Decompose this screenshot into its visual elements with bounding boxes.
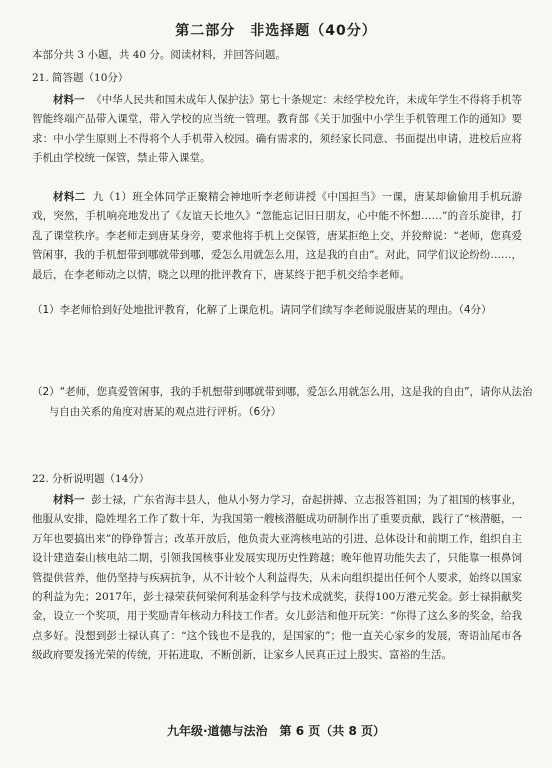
q21-material-1 <box>32 91 522 169</box>
section-intro: 本部分共 3 小题，共 40 分。阅读材料，并回答问题。 <box>32 49 286 61</box>
q22-material-1-text: 彭士禄，广东省海丰县人，他从小努力学习，奋起拼搏、立志报答祖国；为了祖国的核事业，他服从安排，隐姓埋名工作了数十年，为我国第一艘核潜艇成功研制作出了重要贡献，践行了“核潜艇，一万年也要搞出来”的铮铮誓言；改革开放后，他负责大亚湾核电站的引进、总体设计和前期工作，组织自主设计建造秦山核电站二期，引领我国核事业发展实现历史性跨越；晚年他胃功能失去了，只能靠一根鼻饲管提供营养，他仍坚持与疾病抗争，从不计较个人利益得失，从未向组织提出任何个人要求，始终以国家的利益为先；2017年，彭士禄荣获何梁何利基金科学与技术成就奖，获得100万港元奖金。彭士禄捐献奖金，设立一个奖项，用于奖励青年核动力科技工作者。女儿彭洁和他开玩笑：“你得了这么多的奖金，给我点多好。没想到彭士禄认真了：“这个钱也不是我的，是国家的”；他一直关心家乡的发展，寄语汕尾市各级政府要发扬光荣的传统，开拓进取，不断创新，让家乡人民真正过上殷实、富裕的生活。 <box>32 494 523 662</box>
section-title: 第二部分 非选择题（40分） <box>175 23 377 39</box>
q22-material-1 <box>32 491 522 666</box>
q21-sub-question-1: （1）李老师恰到好处地批评教育，化解了上课危机。请同学们续写李老师说服唐某的理由。（4分） <box>32 304 492 316</box>
q21-sub-question-2: （2）“老师，您真爱管闲事，我的手机想带到哪就带到哪，爱怎么用就怎么用，这是我的自由”，请你从法治与自由关系的角度对唐某的观点进行评析。（6分） <box>32 386 533 418</box>
page-footer: 九年级·道德与法治 第 6 页（共 8 页） <box>167 724 385 738</box>
q22-material-1-label: 材料一 <box>53 494 85 506</box>
q21-material-2 <box>32 188 522 285</box>
q21-material-2-text: 九（1）班全体同学正聚精会神地听李老师讲授《中国担当》一课，唐某却偷偷用手机玩游戏，突然，手机响亮地发出了《友谊天长地久》“忽能忘记旧日朋友，心中能不怀想……”的音乐旋律，打乱了课堂秩序。李老师走到唐某身旁，要求他将手机上交保管，唐某拒绝上交，并狡辩说：“老师，您真爱管闲事，我的手机想带到哪就带到哪，爱怎么用就怎么用，这是我的自由”。对此，同学们议论纷纷……，最后，在李老师动之以情，晓之以理的批评教育下，唐某终于把手机交给李老师。 <box>32 191 522 281</box>
q22-heading: 22. 分析说明题（14分） <box>32 473 150 485</box>
q21-material-2-label: 材料二 <box>53 191 86 203</box>
q21-material-1-text: 《中华人民共和国未成年人保护法》第七十条规定：未经学校允许，未成年学生不得将手机等智能终端产品带入课堂，带入学校的应当统一管理。教育部《关于加强中小学生手机管理工作的通知》要求：中小学生原则上不得将个人手机带入校园。确有需求的，须经家长同意、书面提出申请，进校后应将手机由学校统一保管，禁止带入课堂。 <box>32 94 523 165</box>
q21-heading: 21. 简答题（10分） <box>32 72 129 84</box>
q21-material-1-label: 材料一 <box>53 94 85 106</box>
